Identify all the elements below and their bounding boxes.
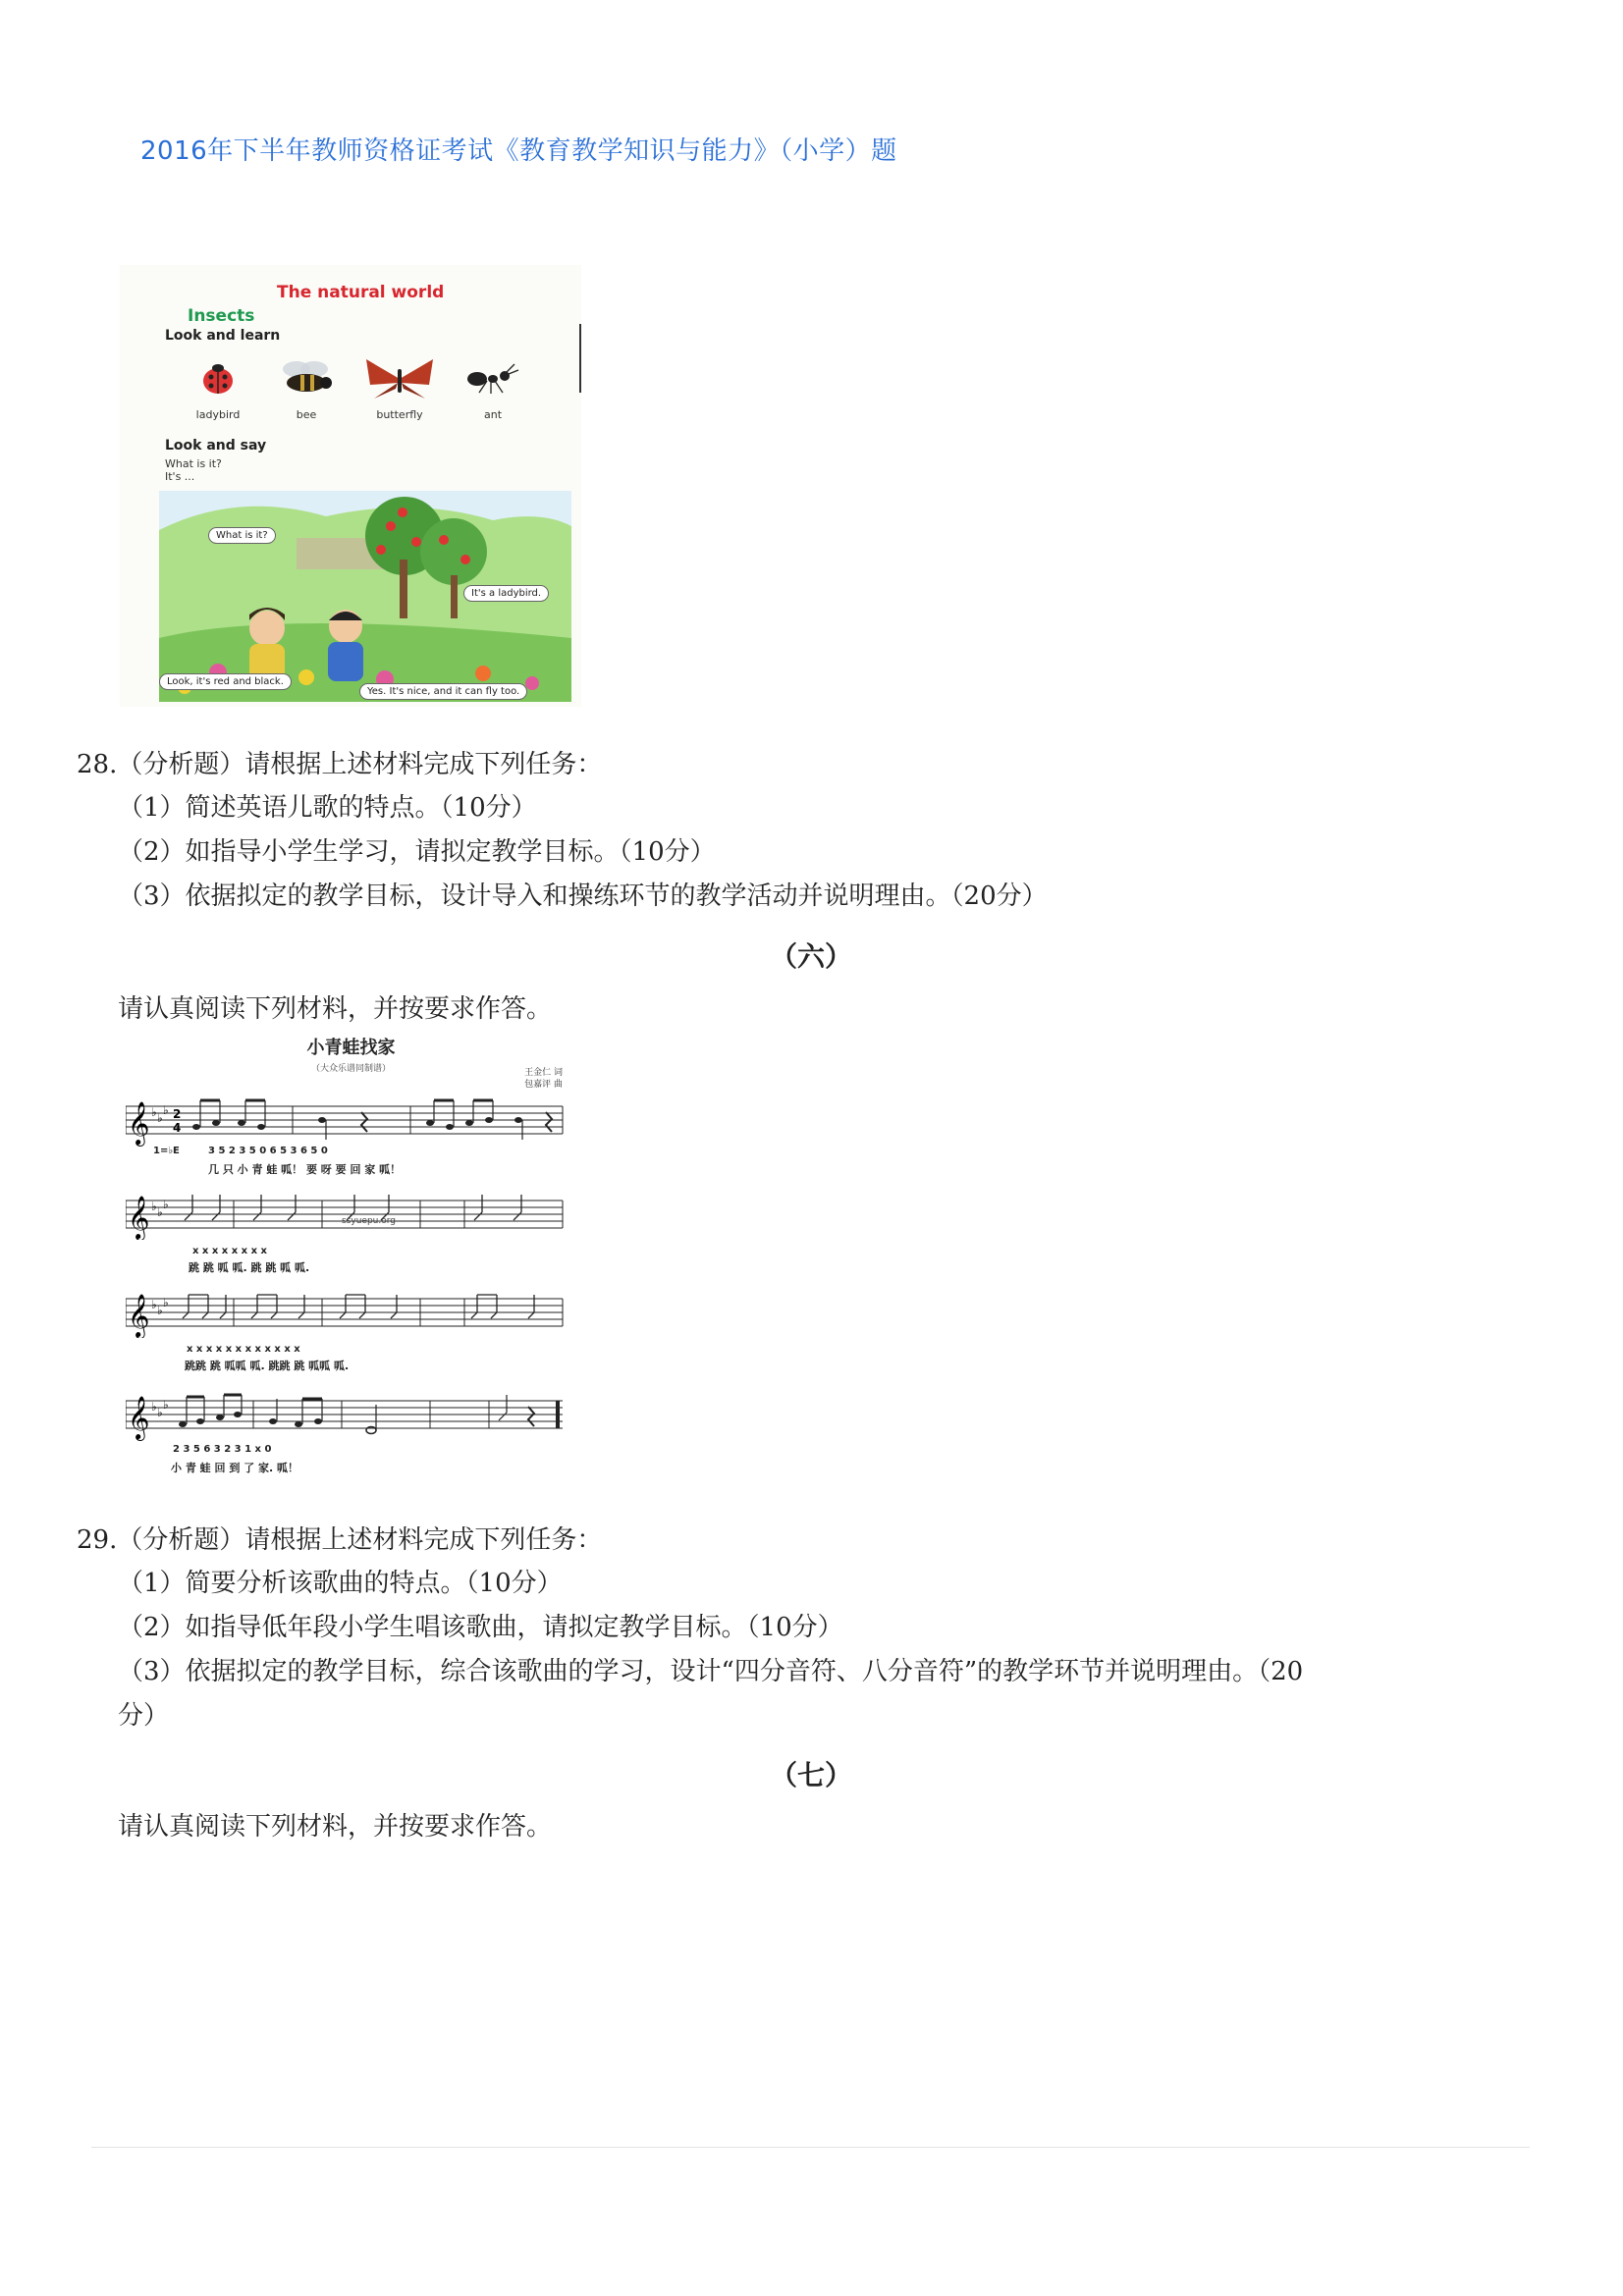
section-heading-6: （六）: [770, 940, 853, 973]
q28-item-1: （1）简述英语儿歌的特点。（10分）: [118, 793, 537, 823]
garden-scene-illustration: [159, 491, 571, 702]
key-signature: 1=♭E: [153, 1146, 180, 1156]
lyrics-line: 几 只 小 青 蛙 呱！ 要 呀 要 回 家 呱！: [208, 1163, 402, 1176]
document-header: 2016年下半年教师资格证考试《教育教学知识与能力》（小学）题: [140, 136, 897, 166]
lyrics-line: 跳 跳 呱 呱. 跳 跳 呱 呱.: [189, 1261, 310, 1274]
svg-text:2: 2: [173, 1107, 182, 1121]
svg-text:4: 4: [173, 1121, 182, 1135]
animal-label: butterfly: [376, 408, 423, 421]
prompt-answer: It's ...: [165, 470, 195, 483]
prompt-question: What is it?: [165, 457, 222, 470]
score-source-text: ssyuepu.org: [342, 1216, 396, 1226]
numbered-notation: 3 5 2 3 5 0 6 5 3 6 5 0: [208, 1146, 328, 1156]
music-score-image: [118, 1026, 584, 1497]
footer-divider: [91, 2147, 1530, 2148]
section-heading-7: （七）: [770, 1759, 853, 1791]
textbook-title: The natural world: [277, 283, 445, 302]
ant-icon: [454, 355, 532, 402]
q29-item-3-continued: 分）: [118, 1701, 170, 1731]
bee-icon: [267, 355, 346, 402]
speech-bubble: Yes. It's nice, and it can fly too.: [359, 683, 527, 700]
svg-text:𝄞: 𝄞: [128, 1294, 150, 1337]
score-title: 小青蛙找家: [306, 1038, 396, 1058]
q28-item-2: （2）如指导小学生学习，请拟定教学目标。（10分）: [118, 837, 716, 867]
svg-text:𝄞: 𝄞: [128, 1396, 150, 1439]
textbook-page-image: [120, 265, 581, 707]
lyricist-credit: 王金仁 词: [524, 1068, 563, 1078]
q29-item-1: （1）简要分析该歌曲的特点。（10分）: [118, 1569, 563, 1598]
speech-bubble: Look, it's red and black.: [159, 673, 292, 690]
svg-text:♭: ♭: [163, 1198, 169, 1211]
insect-row: [179, 355, 571, 434]
q28-item-3: （3）依据拟定的教学目标，设计导入和操练环节的教学活动并说明理由。（20分）: [118, 881, 1048, 911]
svg-text:♭: ♭: [163, 1398, 169, 1412]
composer-credit: 包嘉评 曲: [524, 1080, 563, 1090]
svg-text:♭: ♭: [163, 1103, 169, 1117]
look-and-learn-heading: Look and learn: [165, 328, 281, 344]
svg-text:♭: ♭: [157, 1111, 163, 1125]
svg-text:♭: ♭: [151, 1400, 157, 1414]
speech-bubble: It's a ladybird.: [463, 585, 549, 602]
lyrics-line: 跳跳 跳 呱呱 呱. 跳跳 跳 呱呱 呱.: [185, 1360, 350, 1372]
staff-line-4: [126, 1387, 577, 1446]
animal-label: bee: [296, 408, 317, 421]
ladybird-card: [179, 355, 257, 421]
q29-item-3: （3）依据拟定的教学目标，综合该歌曲的学习，设计“四分音符、八分音符”的教学环节并说明理由。（20: [118, 1657, 1304, 1686]
staff-line-2: [126, 1191, 577, 1240]
svg-text:𝄞: 𝄞: [128, 1196, 150, 1239]
animal-label: ladybird: [195, 408, 241, 421]
rhythm-marks: x x x x x x x x: [192, 1246, 267, 1256]
lyrics-line: 小 青 蛙 回 到 了 家. 呱！: [171, 1462, 298, 1474]
svg-text:♭: ♭: [157, 1304, 163, 1317]
bee-card: [267, 355, 346, 421]
q28-stem: 28.（分析题）请根据上述材料完成下列任务：: [77, 750, 603, 779]
textbook-section: Insects: [188, 306, 255, 326]
ladybird-icon: [179, 355, 257, 402]
section6-intro: 请认真阅读下列材料，并按要求作答。: [118, 994, 553, 1024]
svg-text:♭: ♭: [157, 1205, 163, 1219]
svg-text:♭: ♭: [163, 1296, 169, 1309]
svg-text:♭: ♭: [157, 1406, 163, 1419]
butterfly-icon: [360, 355, 439, 402]
staff-line-1: [126, 1093, 577, 1151]
svg-text:♭: ♭: [151, 1200, 157, 1213]
section7-intro: 请认真阅读下列材料，并按要求作答。: [118, 1812, 553, 1842]
look-and-say-heading: Look and say: [165, 438, 267, 454]
butterfly-card: [360, 355, 439, 421]
q29-item-2: （2）如指导低年段小学生唱该歌曲，请拟定教学目标。（10分）: [118, 1613, 843, 1642]
animal-label: ant: [483, 408, 503, 421]
rhythm-marks: x x x x x x x x x x x x: [187, 1344, 300, 1355]
ant-card: [454, 355, 532, 421]
image-edge-line: [579, 324, 581, 393]
speech-bubble: What is it?: [208, 527, 276, 544]
svg-text:♭: ♭: [151, 1298, 157, 1311]
q29-stem: 29.（分析题）请根据上述材料完成下列任务：: [77, 1525, 603, 1555]
svg-text:♭: ♭: [151, 1105, 157, 1119]
numbered-notation: 2 3 5 6 3 2 3 1 x 0: [173, 1444, 272, 1455]
staff-line-3: [126, 1289, 577, 1338]
score-subtitle: （大众乐谱同制谱）: [310, 1064, 391, 1074]
svg-text:𝄞: 𝄞: [128, 1101, 150, 1145]
